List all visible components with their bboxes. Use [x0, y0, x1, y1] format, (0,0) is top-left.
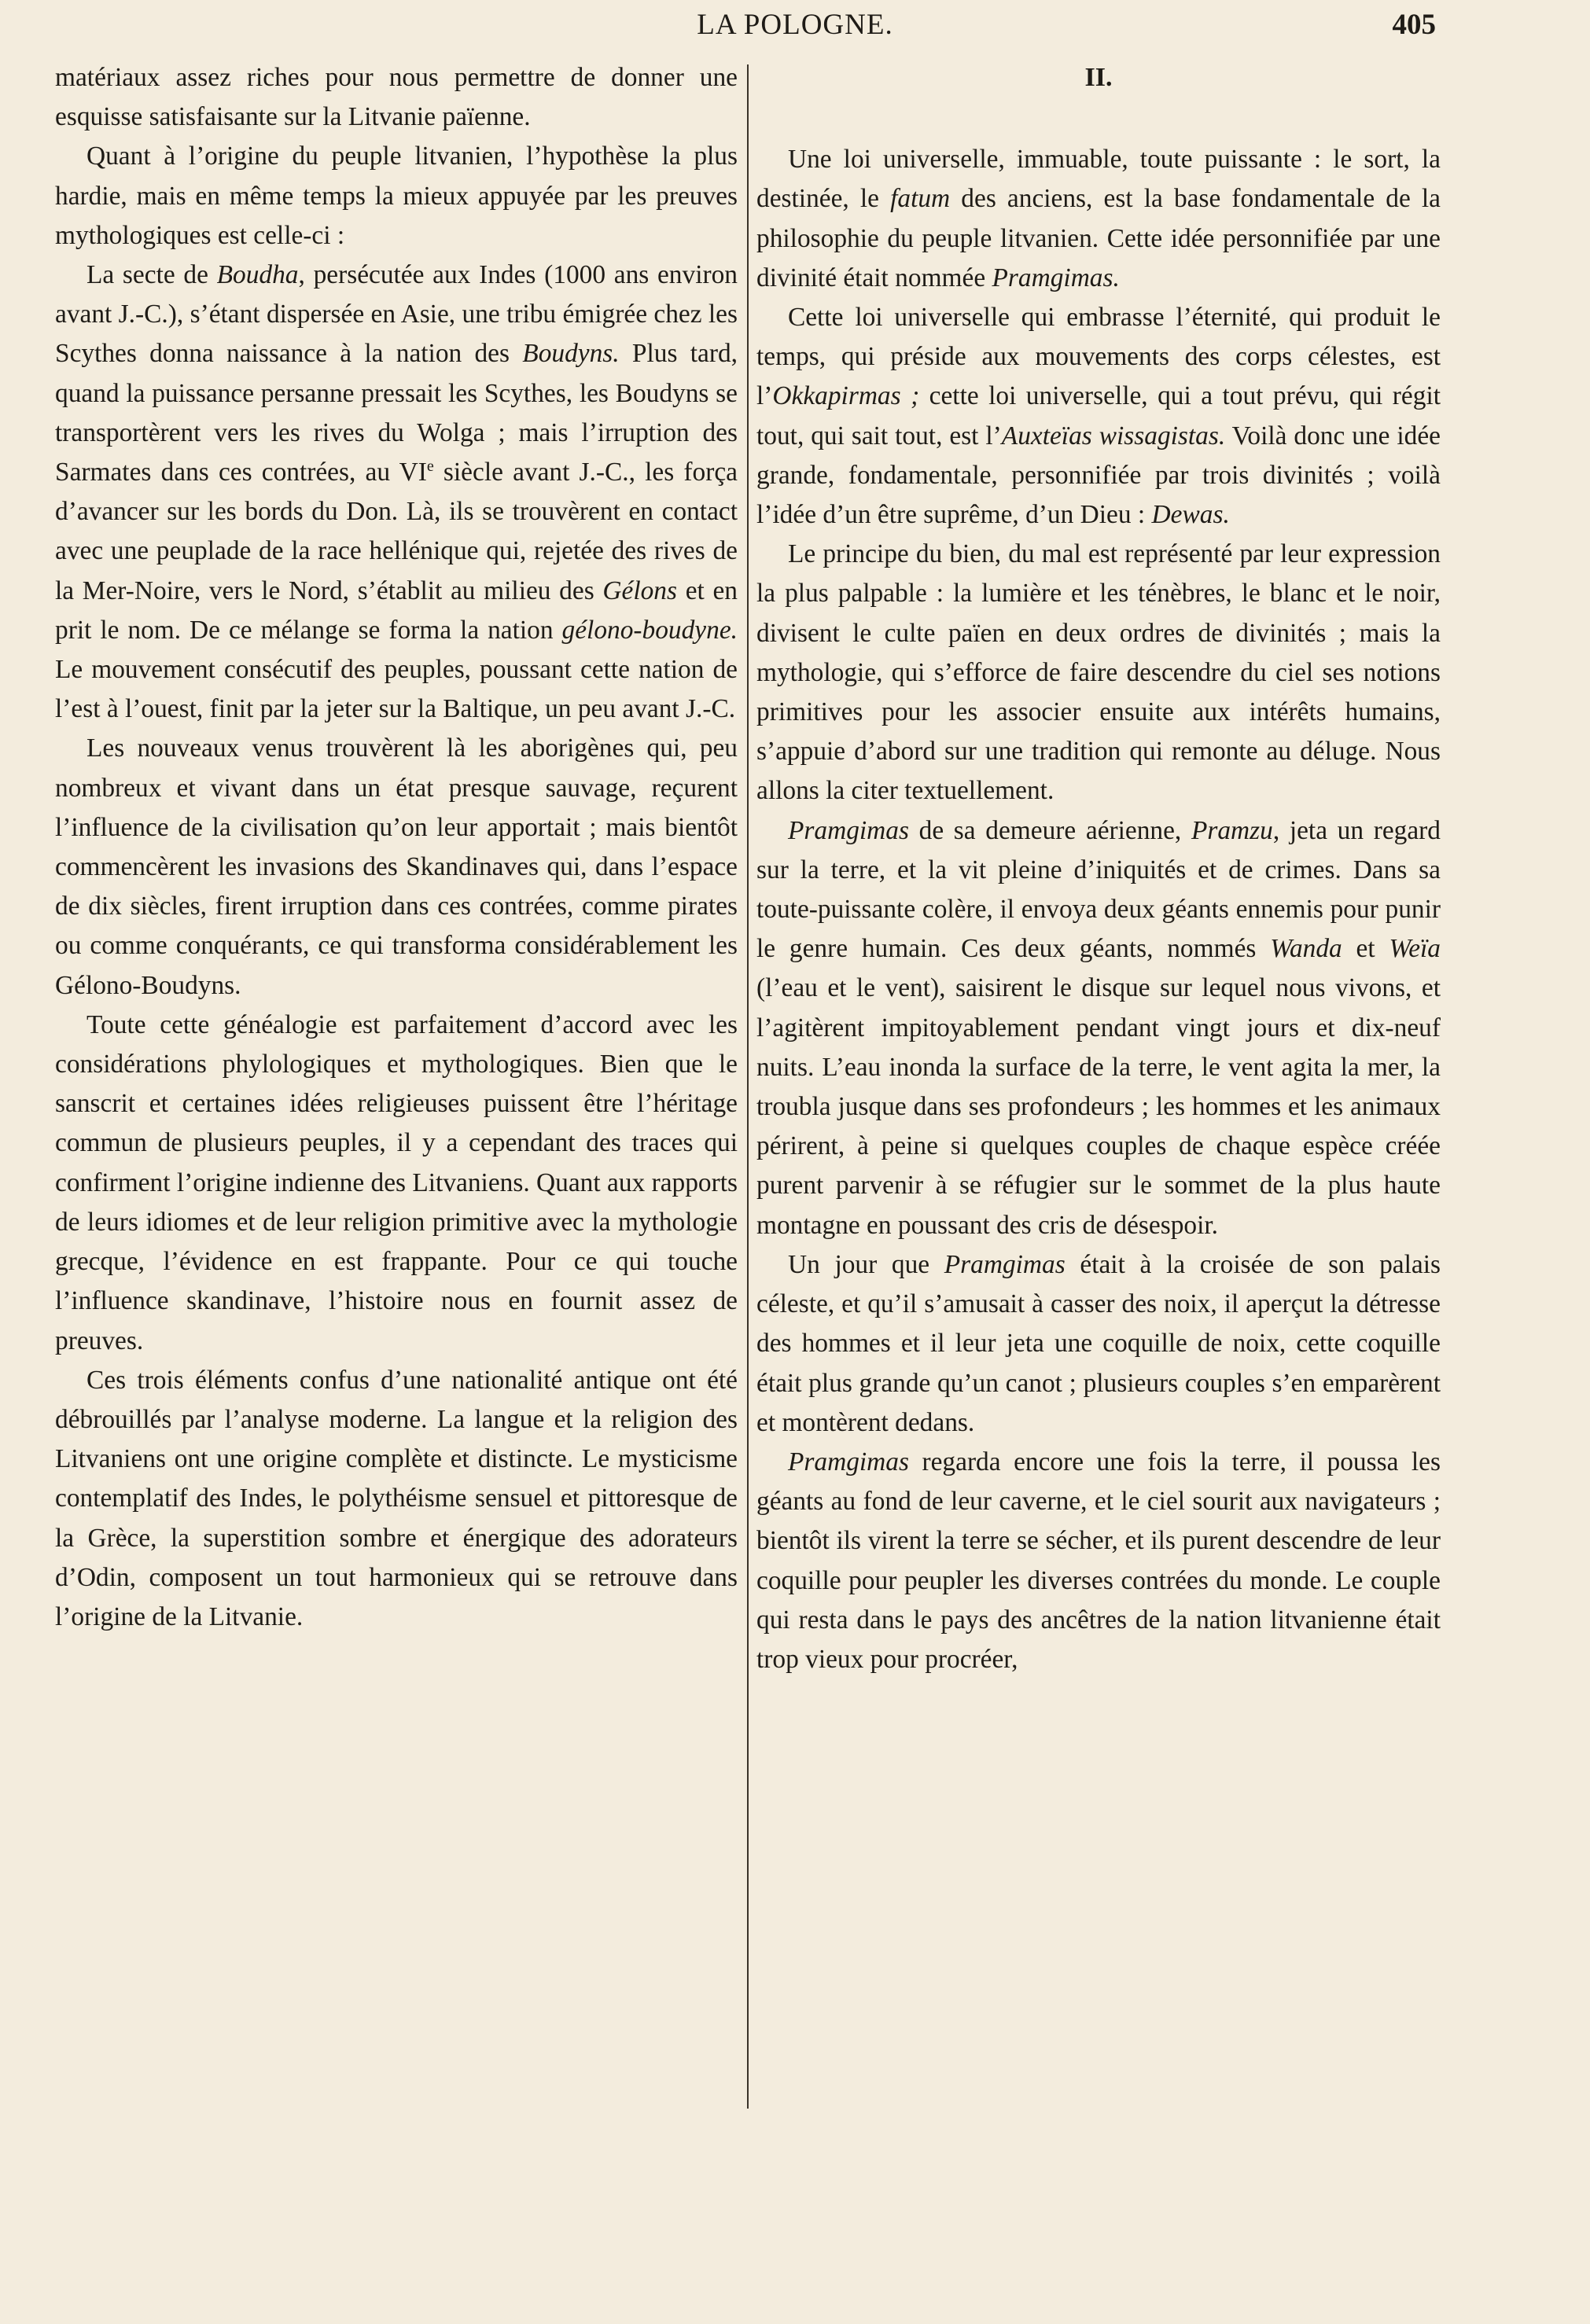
text-run: Le principe du bien, du mal est représenté par leur expression la plus palpable : la lumière et les ténèbres, le blanc et le noir, divisent le culte païen en deux ordres de divinités ; mais la mythologie, qui s’efforce de faire descendre du ciel ses notions primitives pour les associer ensuite aux intérêts humains, s’appuie d’abord sur une tradition qui remonte au déluge. Nous allons la citer textuellement.	[756, 539, 1441, 806]
text-run: des anciens, est la base fondamentale de la philosophie du peuple litvanien. Cette idée personnifiée par une divinité était nommée	[756, 184, 1441, 292]
column-divider	[747, 64, 749, 2109]
italic-term: fatum	[890, 184, 951, 214]
paragraph	[756, 140, 1441, 298]
text-run: était à la croisée de son palais céleste, et qu’il s’amusait à casser des noix, il aperçut la détresse des hommes et il leur jeta une coquille de noix, cette coquille était plus grande qu’un canot ; plusieurs couples s’en emparèrent et montèrent dedans.	[756, 1249, 1441, 1437]
paragraph	[55, 729, 738, 1005]
text-run: Plus tard, quand la puissance persanne pressait les Scythes, les Boudyns se transportèrent vers les rives du Wolga ; mais l’irruption des Sarmates dans ces contrées, au VI	[55, 339, 738, 487]
text-run: Quant à l’origine du peuple litvanien, l’hypothèse la plus hardie, mais en même temps la mieux appuyée par les preuves mythologiques est celle-ci :	[55, 142, 738, 250]
paragraph	[756, 1443, 1441, 1679]
italic-term: Pramzu	[1191, 815, 1273, 845]
italic-term: gélono-boudyne.	[561, 615, 738, 645]
paragraph	[55, 1361, 738, 1637]
paragraph	[756, 1245, 1441, 1443]
paragraph	[756, 298, 1441, 535]
paragraph	[55, 1006, 738, 1361]
text-run: matériaux assez riches pour nous permettre de donner une esquisse satisfaisante sur la Litvanie païenne.	[55, 63, 738, 132]
text-run: siècle avant J.-C., les força d’avancer sur les bords du Don. Là, ils se trouvèrent en contact avec une peuplade de la race hellénique qui, rejetée des rives de la Mer-Noire, vers le Nord, s’établit au milieu des	[55, 458, 738, 605]
italic-term: Pramgimas	[788, 1447, 909, 1476]
text-run: et	[1342, 934, 1389, 964]
text-run: et en prit le nom. De ce mélange se forma la nation	[55, 575, 738, 645]
page-number: 405	[1392, 9, 1436, 41]
paragraph	[55, 256, 738, 729]
italic-term: Dewas.	[1151, 500, 1230, 530]
paragraph	[756, 811, 1441, 1245]
italic-term: Wanda	[1270, 934, 1342, 964]
section-heading: II.	[1084, 63, 1113, 92]
text-run: , jeta un regard sur la terre, et la vit pleine d’iniquités et de crimes. Dans sa toute-puissante colère, il envoya deux géants ennemis pour punir le genre humain. Ces deux géants, nommés	[756, 815, 1441, 964]
text-run: Une loi universelle, immuable, toute puissante : le sort, la destinée, le	[756, 145, 1441, 214]
paragraph	[55, 137, 738, 256]
text-run: Les nouveaux venus trouvèrent là les aborigènes qui, peu nombreux et vivant dans un état presque sauvage, reçurent l’influence de la civilisation qu’on leur apportait ; mais bientôt commencèrent les invasions des Skandinaves qui, dans l’espace de dix siècles, firent irruption dans ces contrées, comme pirates ou comme conquérants, ce qui transforma considérablement les Gélono-Boudyns.	[55, 734, 738, 1000]
text-run: Ces trois éléments confus d’une nationalité antique ont été débrouillés par l’analyse moderne. La langue et la religion des Litvaniens ont une origine complète et distincte. Le mysticisme contemplatif des Indes, le polythéisme sensuel et pittoresque de la Grèce, la superstition sombre et énergique des adorateurs d’Odin, composent un tout harmonieux qui se retrouve dans l’origine de la Litvanie.	[55, 1365, 738, 1631]
superscript: e	[426, 457, 434, 475]
running-header	[0, 5, 1590, 44]
text-run: cette loi universelle, qui a tout prévu, qui régit tout, qui sait tout, est l’	[756, 381, 1441, 450]
italic-term: Boudyns.	[522, 339, 620, 369]
text-run: Cette loi universelle qui embrasse l’éternité, qui produit le temps, qui préside aux mouvements des corps célestes, est l’	[756, 303, 1441, 411]
running-title: LA POLOGNE.	[697, 9, 893, 41]
italic-term: Pramgimas	[944, 1249, 1066, 1279]
text-run: Toute cette généalogie est parfaitement d’accord avec les considérations phylologiques et mythologiques. Bien que le sanscrit et certaines idées religieuses puissent être l’héritage commun de plusieurs peuples, il y a cependant des traces qui confirment l’origine indienne des Litvaniens. Quant aux rapports de leurs idiomes et de leur religion primitive avec la mythologie grecque, l’évidence en est frappante. Pour ce qui touche l’influence skandinave, l’histoire nous en fournit assez de preuves.	[55, 1009, 738, 1355]
text-run: , persécutée aux Indes (1000 ans environ avant J.-C.), s’étant dispersée en Asie, une tribu émigrée chez les Scythes donna naissance à la nation des	[55, 260, 738, 369]
italic-term: Pramgimas	[788, 815, 909, 845]
italic-term: Boudha	[216, 260, 299, 290]
text-run: de sa demeure aérienne,	[908, 815, 1191, 845]
right-column-body	[756, 140, 1441, 1679]
text-run: (l’eau et le vent), saisirent le disque sur lequel nous vivons, et l’agitèrent impitoyablement pendant vingt jours et dix-neuf nuits. L’eau inonda la surface de la terre, le vent agita la mer, la troubla jusque dans ses profondeurs ; les hommes et les animaux périrent, à peine si quelques couples de chaque espèce créée purent parvenir à se réfugier sur le sommet de la plus haute montagne en poussant des cris de désespoir.	[756, 973, 1441, 1240]
text-run: regarda encore une fois la terre, il poussa les géants au fond de leur caverne, et le ciel sourit aux navigateurs ; bientôt ils virent la terre se sécher, et ils purent descendre de leur coquille pour peupler les diverses contrées du monde. Le couple qui resta dans le pays des ancêtres de la nation litvanienne était trop vieux pour procréer,	[756, 1447, 1441, 1674]
text-run: Voilà donc une idée grande, fondamentale, personnifiée par trois divinités ; voilà l’idée d’un être suprême, d’un Dieu :	[756, 421, 1441, 530]
right-column	[756, 58, 1441, 1679]
left-column	[55, 58, 738, 1637]
text-run: Un jour que	[788, 1249, 944, 1279]
paragraph	[55, 58, 738, 137]
text-run: Le mouvement consécutif des peuples, poussant cette nation de l’est à l’ouest, finit par la jeter sur la Baltique, un peu avant J.-C.	[55, 655, 738, 724]
italic-term: Pramgimas.	[992, 263, 1120, 292]
italic-term: Okkapirmas ;	[772, 381, 920, 411]
text-run: La secte de	[86, 260, 217, 290]
italic-term: Weïa	[1389, 934, 1441, 964]
italic-term: Gélons	[602, 575, 677, 605]
paragraph	[756, 535, 1441, 811]
italic-term: Auxteïas wissagistas.	[1001, 421, 1226, 450]
